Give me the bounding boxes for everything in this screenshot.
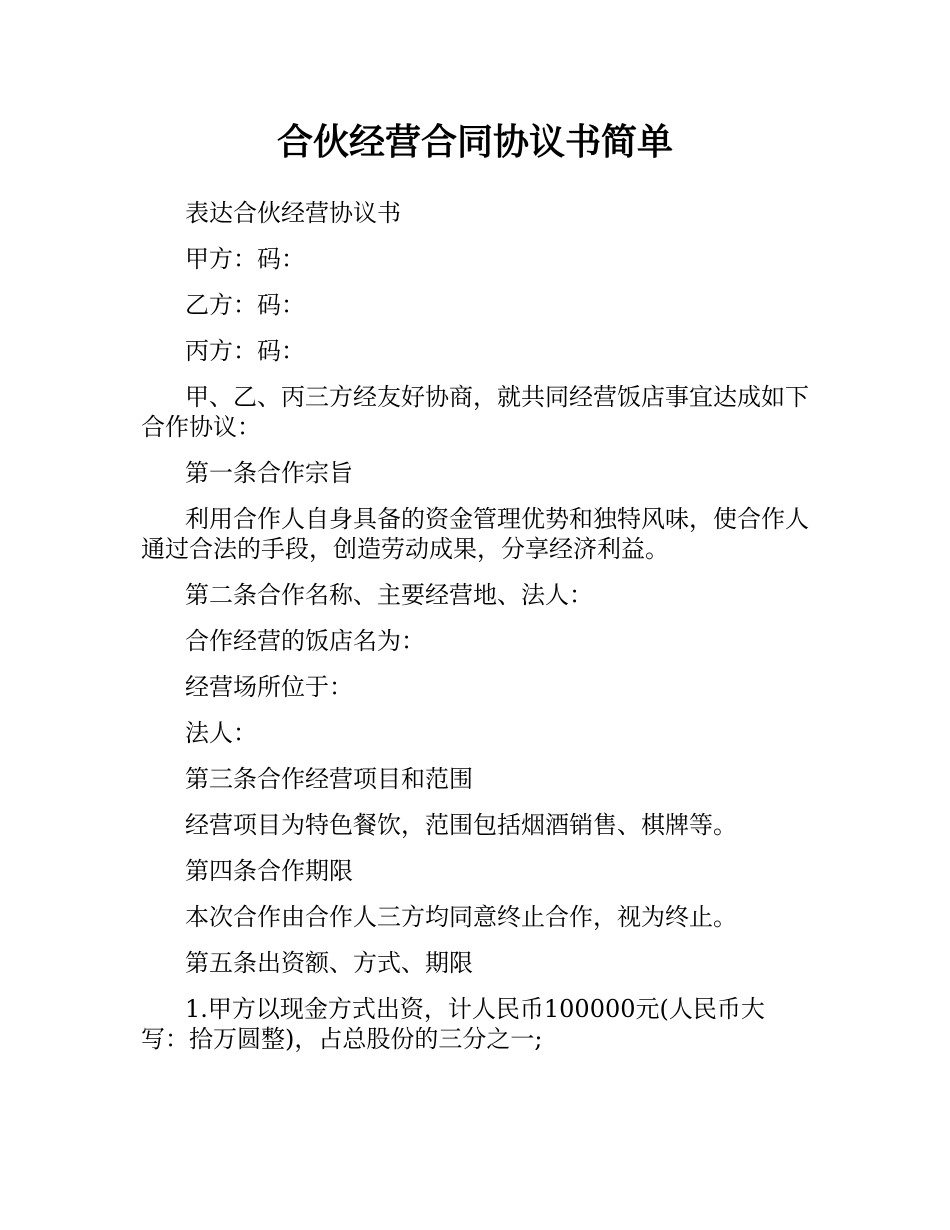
paragraph-party-c: 丙方：码：	[185, 337, 305, 365]
article-1-body: 利用合作人自身具备的资金管理优势和独特风味，使合作人通过合法的手段，创造劳动成果，分享经济利益。	[141, 505, 809, 563]
article-4-heading: 第四条合作期限	[185, 857, 353, 885]
document-body	[141, 198, 809, 1070]
paragraph-intro: 表达合伙经营协议书	[185, 199, 401, 227]
paragraph-party-a: 甲方：码：	[185, 245, 305, 273]
article-5-heading: 第五条出资额、方式、期限	[185, 949, 473, 977]
article-2-legal-person: 法人：	[185, 719, 257, 747]
article-4-body: 本次合作由合作人三方均同意终止合作，视为终止。	[185, 903, 737, 931]
article-5-item-1: 1.甲方以现金方式出资，计人民币100000元(人民币大写：拾万圆整)，占总股份的三分之一;	[141, 995, 765, 1053]
paragraph-party-b: 乙方：码：	[185, 291, 305, 319]
article-3-body: 经营项目为特色餐饮，范围包括烟酒销售、棋牌等。	[185, 811, 737, 839]
document-title: 合伙经营合同协议书简单	[276, 122, 673, 163]
article-2-heading: 第二条合作名称、主要经营地、法人：	[185, 581, 593, 609]
article-1-heading: 第一条合作宗旨	[185, 459, 353, 487]
article-2-location: 经营场所位于：	[185, 673, 353, 701]
article-2-name: 合作经营的饭店名为：	[185, 627, 425, 655]
article-3-heading: 第三条合作经营项目和范围	[185, 765, 473, 793]
paragraph-agreement: 甲、乙、丙三方经友好协商，就共同经营饭店事宜达成如下合作协议：	[141, 383, 809, 441]
